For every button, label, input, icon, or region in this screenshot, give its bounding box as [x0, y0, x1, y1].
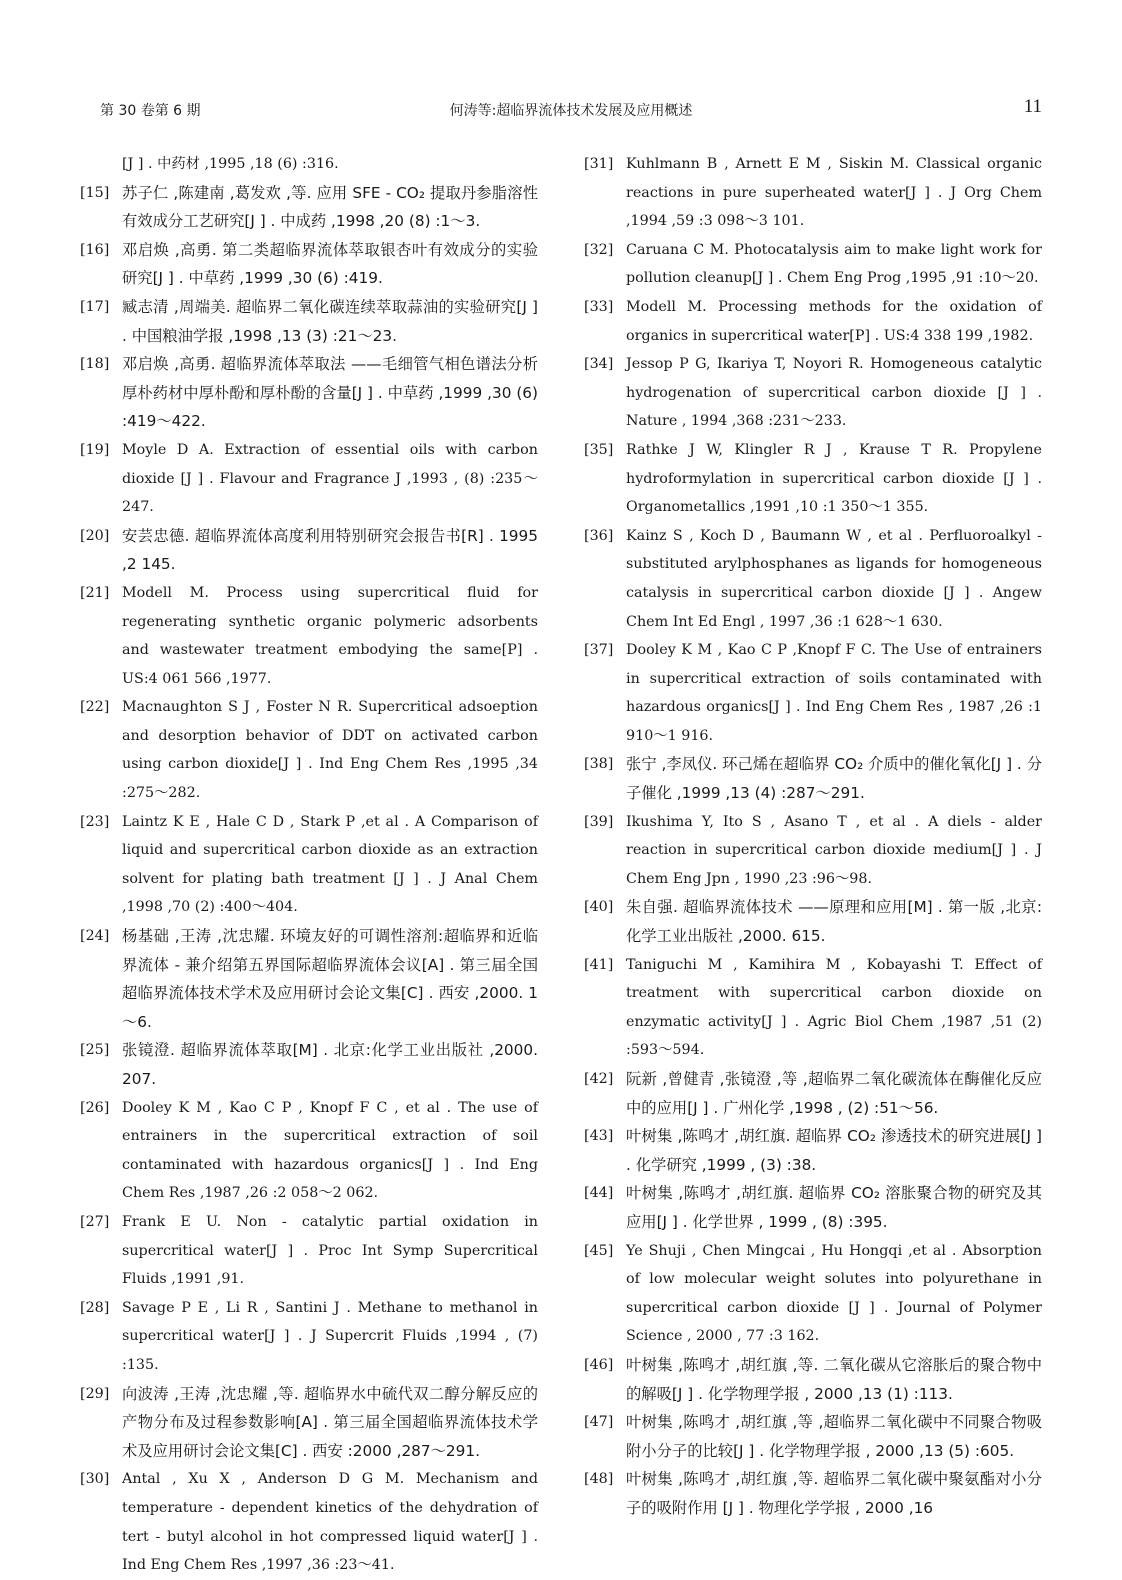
- reference-entry: [80, 1294, 538, 1380]
- reference-text: Dooley K M , Kao C P , Knopf F C , et al . The use of entrainers in the supercritical extraction of soil contaminated with hazardous organics[J ] . Ind Eng Chem Res ,1987 ,26 :2 058～2 062.: [122, 1099, 538, 1202]
- reference-entry: [80, 1208, 538, 1294]
- reference-entry: [584, 1065, 1042, 1122]
- reference-entry: [584, 1179, 1042, 1236]
- reference-text: Frank E U. Non - catalytic partial oxidation in supercritical water[J ] . Proc Int Symp Supercritical Fluids ,1991 ,91.: [122, 1213, 538, 1288]
- reference-text: Moyle D A. Extraction of essential oils with carbon dioxide [J ] . Flavour and Fragrance J ,1993 , (8) :235～247.: [122, 441, 538, 516]
- running-title: 何涛等:超临界流体技术发展及应用概述: [449, 103, 693, 119]
- reference-number: [48]: [584, 1471, 614, 1488]
- reference-text: Laintz K E , Hale C D , Stark P ,et al . A Comparison of liquid and supercritical carbon dioxide as an extraction solvent for plating bath treatment [J ] . J Anal Chem ,1998 ,70 (2) :400～404.: [122, 813, 538, 916]
- reference-entry: [584, 750, 1042, 807]
- reference-text: 叶树集 ,陈鸣才 ,胡红旗 ,等. 超临界二氧化碳中聚氨酯对小分子的吸附作用 [J ] . 物理化学学报 , 2000 ,16: [626, 1470, 1042, 1517]
- reference-number: [15]: [80, 184, 110, 201]
- reference-text: 朱自强. 超临界流体技术 ——原理和应用[M] . 第一版 ,北京:化学工业出版社 ,2000. 615.: [626, 898, 1042, 946]
- reference-number: [25]: [80, 1042, 110, 1059]
- reference-text: 叶树集 ,陈鸣才 ,胡红旗. 超临界 CO₂ 溶胀聚合物的研究及其应用[J ] . 化学世界 , 1999 , (8) :395.: [626, 1184, 1042, 1231]
- reference-text: Dooley K M , Kao C P ,Knopf F C. The Use of entrainers in supercritical extraction of soils contaminated with hazardous organics[J ] . Ind Eng Chem Res , 1987 ,26 :1 910～1 916.: [626, 642, 1042, 744]
- reference-number: [31]: [584, 156, 614, 172]
- reference-entry: [584, 1351, 1042, 1408]
- reference-entry: [584, 293, 1042, 350]
- reference-number: [41]: [584, 956, 614, 973]
- reference-entry: [584, 1122, 1042, 1179]
- reference-number: [46]: [584, 1356, 614, 1373]
- reference-text: 苏子仁 ,陈建南 ,葛发欢 ,等. 应用 SFE - CO₂ 提取丹参脂溶性有效成分工艺研究[J ] . 中成药 ,1998 ,20 (8) :1～3.: [122, 183, 538, 231]
- reference-number: [37]: [584, 642, 614, 659]
- reference-number: [39]: [584, 813, 614, 830]
- reference-entry: [584, 1408, 1042, 1465]
- reference-number: [21]: [80, 584, 110, 601]
- journal-issue: 第 30 卷第 6 期: [100, 103, 201, 119]
- reference-entry: [584, 893, 1042, 950]
- reference-number: [20]: [80, 527, 110, 544]
- reference-number: [38]: [584, 756, 614, 773]
- reference-text: Macnaughton S J , Foster N R. Supercritical adsoeption and desorption behavior of DDT on activated carbon using carbon dioxide[J ] . Ind Eng Chem Res ,1995 ,34 :275～282.: [122, 699, 538, 802]
- reference-number: [36]: [584, 527, 614, 544]
- reference-entry: [584, 350, 1042, 436]
- reference-entry: [80, 1094, 538, 1208]
- reference-number: [30]: [80, 1471, 110, 1488]
- reference-text: Savage P E , Li R , Santini J . Methane to methanol in supercritical water[J ] . J Supercrit Fluids ,1994 , (7) :135.: [122, 1299, 538, 1373]
- reference-text: 叶树集 ,陈鸣才 ,胡红旗. 超临界 CO₂ 渗透技术的研究进展[J ] . 化学研究 ,1999 , (3) :38.: [626, 1127, 1042, 1174]
- reference-entry: [80, 808, 538, 922]
- reference-number: [44]: [584, 1185, 614, 1202]
- references-right-column: [584, 150, 1042, 1523]
- reference-text: Taniguchi M , Kamihira M , Kobayashi T. Effect of treatment with supercritical carbon dioxide on enzymatic activity[J ] . Agric Biol Chem ,1987 ,51 (2) :593～594.: [626, 956, 1042, 1059]
- reference-text: 向波涛 ,王涛 ,沈忠耀 ,等. 超临界水中硫代双二醇分解反应的产物分布及过程参数影响[A] . 第三届全国超临界流体技术学术及应用研讨会论文集[C] . 西安 :2000 ,287～291.: [122, 1384, 538, 1460]
- reference-text: 叶树集 ,陈鸣才 ,胡红旗 ,等. 二氧化碳从它溶胀后的聚合物中的解吸[J ] . 化学物理学报 , 2000 ,13 (1) :113.: [626, 1355, 1042, 1403]
- reference-entry: [80, 179, 538, 236]
- reference-entry: [80, 522, 538, 579]
- reference-text: Modell M. Processing methods for the oxidation of organics in supercritical water[P] . US:4 338 199 ,1982.: [626, 298, 1042, 344]
- reference-number: [23]: [80, 813, 110, 830]
- reference-entry: [80, 350, 538, 436]
- reference-number: [26]: [80, 1099, 110, 1116]
- reference-text: 阮新 ,曾健青 ,张镜澄 ,等 ,超临界二氧化碳流体在酶催化反应中的应用[J ] . 广州化学 ,1998 , (2) :51～56.: [626, 1070, 1042, 1117]
- reference-number: [24]: [80, 928, 110, 945]
- reference-number: [29]: [80, 1385, 110, 1402]
- reference-entry: [584, 436, 1042, 522]
- reference-entry: [80, 579, 538, 693]
- reference-number: [43]: [584, 1128, 614, 1145]
- reference-entry: [80, 436, 538, 522]
- reference-number: [22]: [80, 699, 110, 716]
- reference-entry: [584, 808, 1042, 894]
- reference-number: [40]: [584, 899, 614, 916]
- reference-number: [18]: [80, 356, 110, 373]
- references-left-column: [80, 150, 538, 1580]
- reference-text: 安芸忠德. 超临界流体高度利用特别研究会报告书[R] . 1995 ,2 145.: [122, 526, 538, 574]
- reference-number: [42]: [584, 1071, 614, 1087]
- reference-text: Caruana C M. Photocatalysis aim to make light work for pollution cleanup[J ] . Chem Eng Prog ,1995 ,91 :10～20.: [626, 241, 1042, 287]
- reference-text: 邓启焕 ,高勇. 超临界流体萃取法 ——毛细管气相色谱法分析厚朴药材中厚朴酚和厚朴酚的含量[J ] . 中草药 ,1999 ,30 (6) :419～422.: [122, 355, 538, 431]
- reference-number: [19]: [80, 441, 110, 458]
- reference-text: 臧志清 ,周端美. 超临界二氧化碳连续萃取蒜油的实验研究[J ] . 中国粮油学报 ,1998 ,13 (3) :21～23.: [122, 297, 538, 345]
- running-header: [100, 96, 1042, 126]
- page-number: 11: [1023, 96, 1042, 117]
- reference-number: [28]: [80, 1299, 110, 1316]
- reference-text: 叶树集 ,陈鸣才 ,胡红旗 ,等 ,超临界二氧化碳中不同聚合物吸附小分子的比较[J ] . 化学物理学报 , 2000 ,13 (5) :605.: [626, 1413, 1042, 1460]
- reference-number: [33]: [584, 298, 614, 315]
- reference-text: Antal , Xu X , Anderson D G M. Mechanism and temperature - dependent kinetics of the dehydration of tert - butyl alcohol in hot compressed liquid water[J ] . Ind Eng Chem Res ,1997 ,36 :23～41.: [122, 1471, 538, 1574]
- reference-text: Kuhlmann B , Arnett E M , Siskin M. Classical organic reactions in pure superheated water[J ] . J Org Chem ,1994 ,59 :3 098～3 101.: [626, 156, 1042, 230]
- reference-number: [32]: [584, 241, 614, 258]
- reference-text: Ikushima Y, Ito S , Asano T , et al . A diels - alder reaction in supercritical carbon dioxide medium[J ] . J Chem Eng Jpn , 1990 ,23 :96～98.: [626, 813, 1042, 887]
- reference-entry: [80, 1380, 538, 1466]
- reference-text: 张镜澄. 超临界流体萃取[M] . 北京:化学工业出版社 ,2000. 207.: [122, 1041, 538, 1088]
- reference-number: [35]: [584, 441, 614, 458]
- reference-number: [45]: [584, 1242, 614, 1259]
- reference-text: Ye Shuji , Chen Mingcai , Hu Hongqi ,et al . Absorption of low molecular weight solutes into polyurethane in supercritical carbon dioxide [J ] . Journal of Polymer Science , 2000 , 77 :3 162.: [626, 1242, 1042, 1345]
- reference-entry: [80, 693, 538, 807]
- reference-text: 杨基础 ,王涛 ,沈忠耀. 环境友好的可调性溶剂:超临界和近临界流体 - 兼介绍第五界国际超临界流体会议[A] . 第三届全国超临界流体技术学术及应用研讨会论文集[C] . 西安 ,2000. 1～6.: [122, 927, 538, 1031]
- reference-number: [16]: [80, 241, 110, 258]
- reference-number: [47]: [584, 1414, 614, 1431]
- reference-number: [34]: [584, 356, 614, 373]
- reference-text: Kainz S , Koch D , Baumann W , et al . Perfluoroalkyl - substituted arylphosphanes as ligands for homogeneous catalysis in supercritical carbon dioxide [J ] . Angew Chem Int Ed Engl , 1997 ,36 :1 628～1 630.: [626, 527, 1042, 630]
- reference-entry: [584, 150, 1042, 236]
- reference-entry: [80, 293, 538, 350]
- reference-entry: [584, 522, 1042, 636]
- reference-entry: [584, 1465, 1042, 1522]
- reference-text: Jessop P G, Ikariya T, Noyori R. Homogeneous catalytic hydrogenation of supercritical carbon dioxide [J ] . Nature , 1994 ,368 :231～233.: [626, 356, 1042, 430]
- reference-number: [27]: [80, 1213, 110, 1230]
- reference-entry: [80, 922, 538, 1036]
- reference-entry: [584, 236, 1042, 293]
- reference-entry: [584, 951, 1042, 1065]
- reference-continuation: [J ] . 中药材 ,1995 ,18 (6) :316.: [122, 156, 339, 172]
- reference-text: Rathke J W, Klingler R J , Krause T R. Propylene hydroformylation in supercritical carbon dioxide [J ] . Organometallics ,1991 ,10 :1 350～1 355.: [626, 441, 1042, 516]
- reference-entry: [80, 1036, 538, 1093]
- reference-number: [17]: [80, 298, 110, 315]
- reference-entry: [80, 1465, 538, 1579]
- reference-entry: [584, 636, 1042, 750]
- reference-text: Modell M. Process using supercritical fluid for regenerating synthetic organic polymeric adsorbents and wastewater treatment embodying the same[P] . US:4 061 566 ,1977.: [122, 584, 538, 687]
- reference-entry: [80, 236, 538, 293]
- reference-text: 邓启焕 ,高勇. 第二类超临界流体萃取银杏叶有效成分的实验研究[J ] . 中草药 ,1999 ,30 (6) :419.: [122, 240, 538, 288]
- reference-text: 张宁 ,李凤仪. 环己烯在超临界 CO₂ 介质中的催化氧化[J ] . 分子催化 ,1999 ,13 (4) :287～291.: [626, 755, 1042, 803]
- reference-entry: [584, 1237, 1042, 1351]
